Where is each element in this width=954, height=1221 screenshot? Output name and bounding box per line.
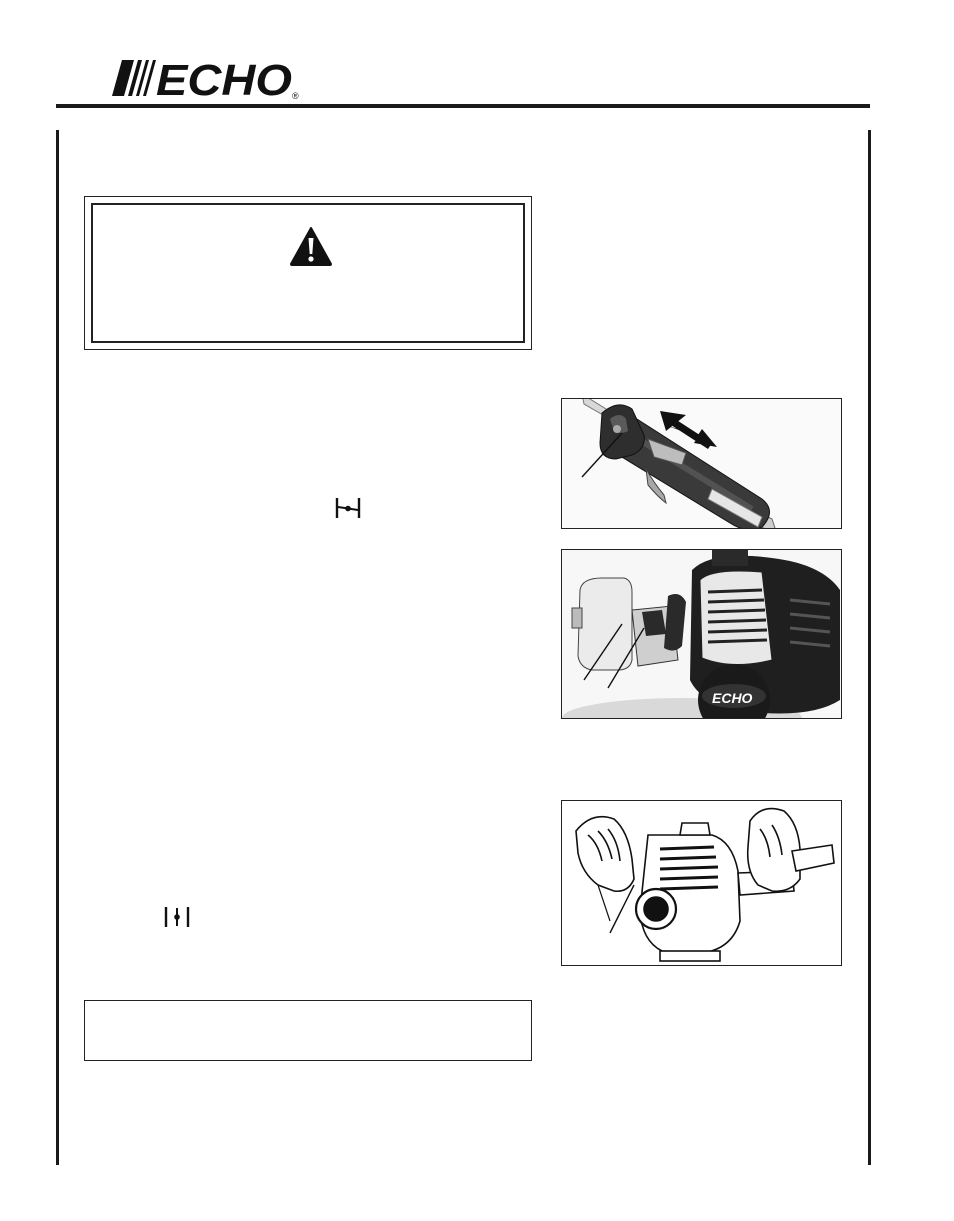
registered-mark: ®: [292, 91, 299, 100]
logo-text: ECHO: [156, 58, 292, 100]
engine-logo-text: ECHO: [712, 690, 753, 706]
left-margin-rule: [56, 130, 59, 1165]
starting-engine-figure: [561, 800, 842, 966]
choke-closed-icon: [334, 497, 362, 519]
header-rule: [56, 104, 870, 108]
engine-choke-figure: [561, 549, 842, 719]
note-box: [84, 1000, 532, 1061]
warning-box-inner: [91, 203, 525, 343]
throttle-trigger-figure: [561, 398, 842, 529]
warning-triangle-icon: [289, 226, 333, 266]
choke-open-icon: [163, 906, 191, 928]
echo-logo: [112, 58, 302, 100]
right-margin-rule: [868, 130, 871, 1165]
